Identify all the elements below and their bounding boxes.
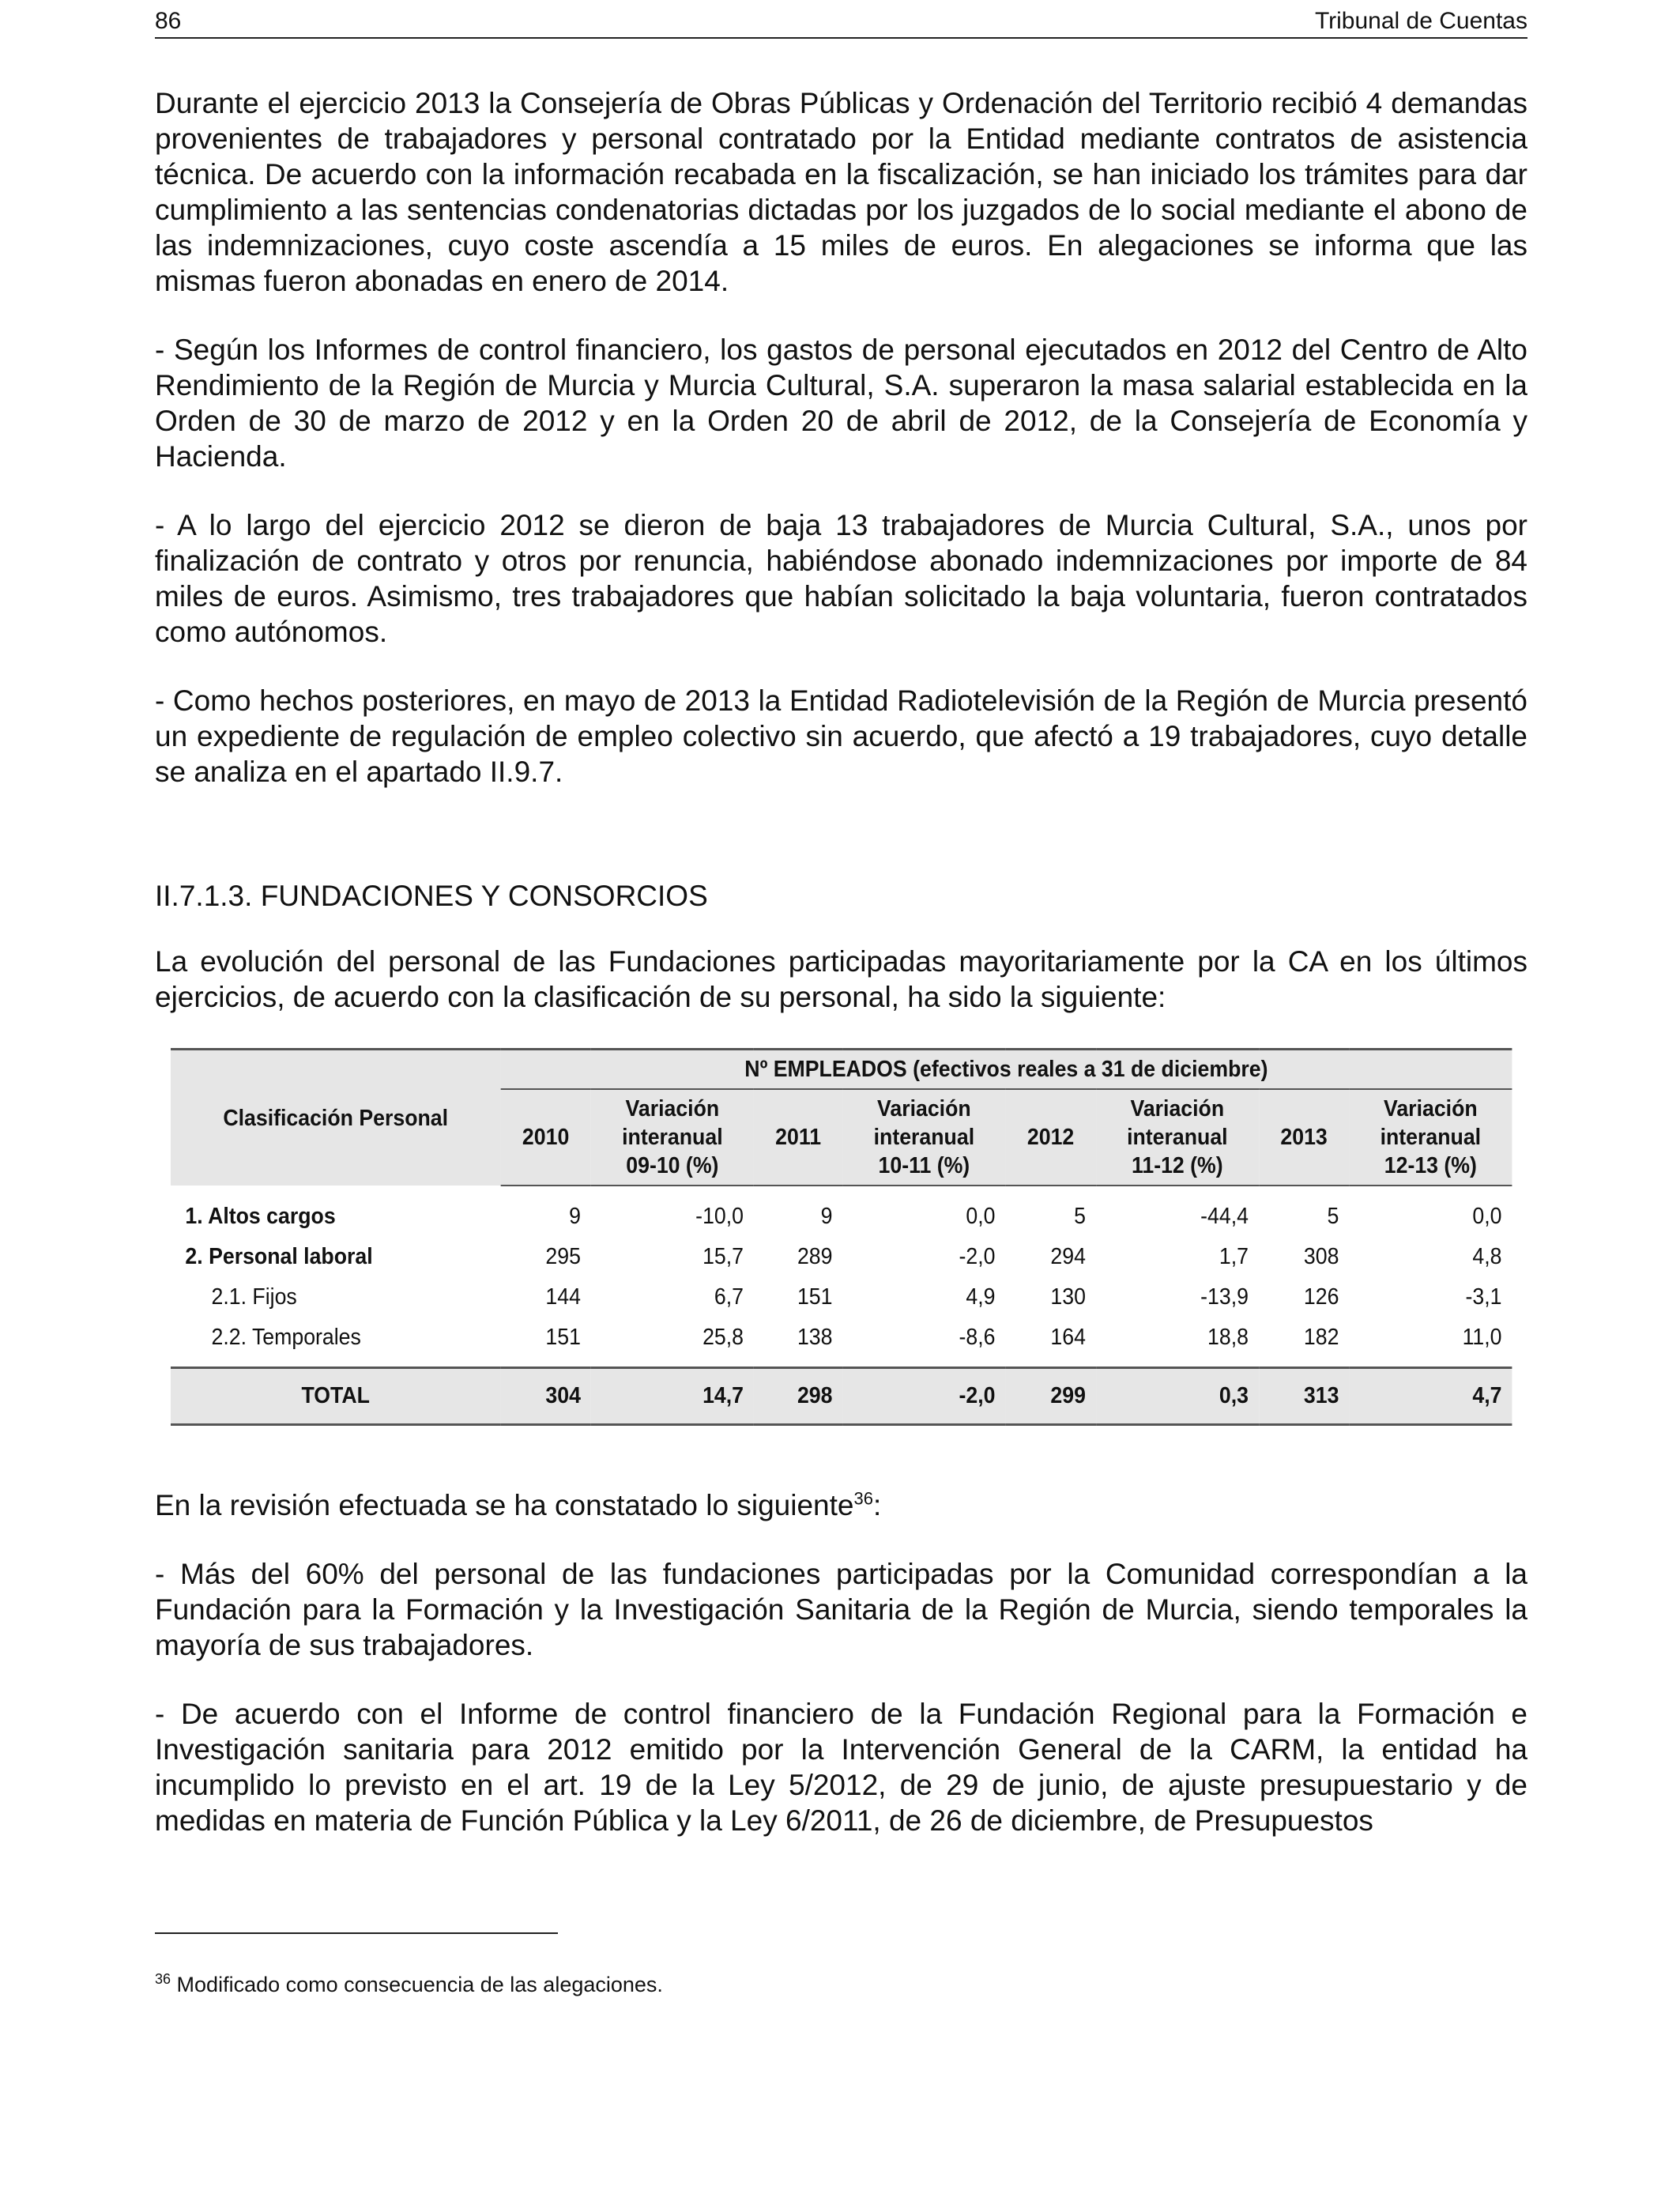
paragraph: - A lo largo del ejercicio 2012 se dieron de baja 13 trabajadores de Murcia Cultural, S.A., unos por finalización de contrato y otros por renuncia, habiéndose abonado indemnizaciones por importe de 84 miles de euros. Asimismo, tres trabajadores que habían solicitado la baja voluntaria, fueron contratados como autónomos. — [155, 509, 1527, 648]
staff-table-wrapper — [171, 1048, 1512, 1426]
column-header: Variación interanual 09-10 (%) — [591, 1089, 754, 1186]
paragraph: - Más del 60% del personal de las fundaciones participadas por la Comunidad correspondían a la Fundación para la Formación y la Investigación Sanitaria de la Región de Murcia, siendo temporales la mayoría de sus trabajadores. — [155, 1558, 1527, 1661]
revision-paragraph: En la revisión efectuada se ha constatado lo siguiente$^{36}$: — [155, 1488, 882, 1521]
footnote-number: 36 — [155, 1971, 171, 1987]
footnote — [155, 1973, 663, 1997]
table-row: 2.1. Fijos 144 6,7 151 4,9 130 -13,9 126 -3,1 — [211, 1284, 1502, 1310]
header-title: Tribunal de Cuentas — [1314, 8, 1527, 34]
table-row: 1. Altos cargos 9 -10,0 9 0,0 5 -44,4 5 0,0 — [185, 1203, 1502, 1229]
footnote-ref[interactable]: 36 — [853, 1488, 873, 1509]
table-row: 2. Personal laboral 295 15,7 289 -2,0 294 1,7 308 4,8 — [185, 1244, 1502, 1269]
paragraph: - Como hechos posteriores, en mayo de 2013 la Entidad Radiotelevisión de la Región de Murcia presentó un expediente de regulación de empleo colectivo sin acuerdo, que afectó a 19 trabajadores, cuyo detalle se analiza en el apartado II.9.7. — [155, 684, 1527, 788]
column-header: Variación interanual 10-11 (%) — [842, 1089, 1005, 1186]
column-header: 2012 — [1005, 1089, 1095, 1186]
staff-table — [171, 1048, 1512, 1426]
intro-paragraph: La evolución del personal de las Fundaciones participadas mayoritariamente por la CA en los últimos ejercicios, de acuerdo con la clasificación de su personal, ha sido la siguiente: — [155, 945, 1527, 1013]
footnote-separator — [155, 1932, 558, 1934]
column-header: 2013 — [1259, 1089, 1349, 1186]
group-header: Nº EMPLEADOS (efectivos reales a 31 de diciembre) — [500, 1050, 1512, 1090]
column-header: Variación interanual 11-12 (%) — [1096, 1089, 1259, 1186]
class-header: Clasificación Personal — [223, 1105, 449, 1131]
page-body — [155, 85, 1527, 1872]
total-row: TOTAL 304 14,7 298 -2,0 299 0,3 313 4,7 — [171, 1368, 1512, 1425]
page-number: 86 — [155, 8, 182, 34]
column-header: Variación interanual 12-13 (%) — [1349, 1089, 1512, 1186]
paragraph: Durante el ejercicio 2013 la Consejería de Obras Públicas y Ordenación del Territorio recibió 4 demandas provenientes de trabajadores y personal contratado por la Entidad mediante contratos de asistencia técnica. De acuerdo con la información recabada en la fiscalización, se han iniciado los trámites para dar cumplimiento a las sentencias condenatorias dictadas por los juzgados de lo social mediante el abono de las indemnizaciones, cuyo coste ascendía a 15 miles de euros. En alegaciones se informa que las mismas fueron abonadas en enero de 2014. — [155, 87, 1527, 297]
footnote-text: Modificado como consecuencia de las alegaciones. — [176, 1973, 663, 1996]
table-row: 2.2. Temporales 151 25,8 138 -8,6 164 18,8 182 11,0 — [211, 1325, 1502, 1350]
paragraph: - De acuerdo con el Informe de control financiero de la Fundación Regional para la Formación e Investigación sanitaria para 2012 emitido por la Intervención General de la CARM, la entidad ha incumplido lo previsto en el art. 19 de la Ley 5/2012, de 29 de junio, de ajuste presupuestario y de medidas en materia de Función Pública y la Ley 6/2011, de 26 de diciembre, de Presupuestos — [155, 1698, 1527, 1837]
paragraph: - Según los Informes de control financiero, los gastos de personal ejecutados en 2012 del Centro de Alto Rendimiento de la Región de Murcia y Murcia Cultural, S.A. superaron la masa salarial establecida en la Orden de 30 de marzo de 2012 y en la Orden 20 de abril de 2012, de la Consejería de Economía y Hacienda. — [155, 334, 1527, 473]
page-header — [155, 8, 1527, 39]
column-header: 2011 — [754, 1089, 842, 1186]
section-heading: II.7.1.3. FUNDACIONES Y CONSORCIOS — [155, 880, 708, 912]
column-header: 2010 — [500, 1089, 590, 1186]
